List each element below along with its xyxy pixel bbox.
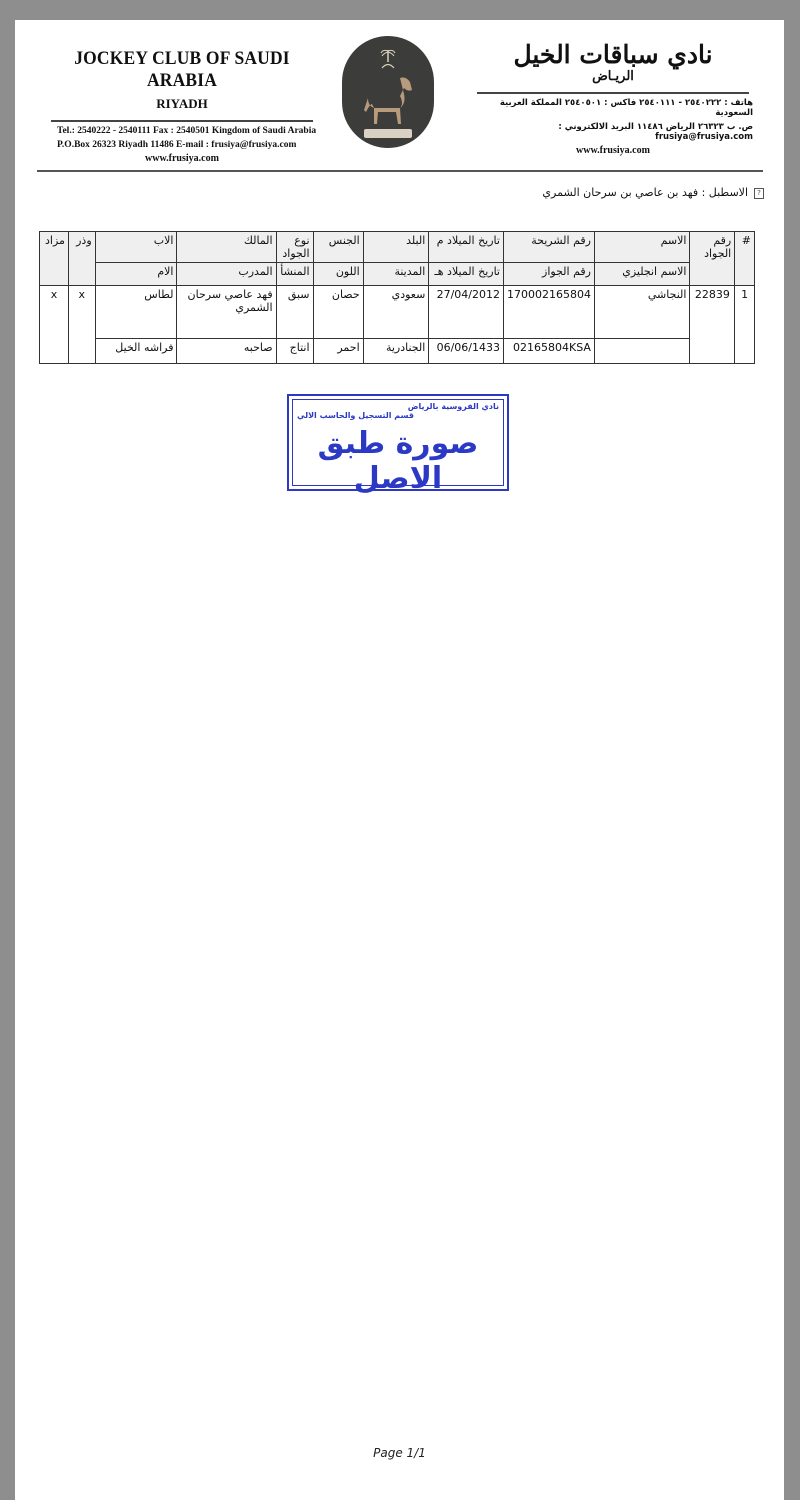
col-auction: مزاد: [40, 232, 69, 286]
col-origin: المنشأ: [276, 263, 313, 286]
contact-line-en-1: Tel.: 2540222 - 2540111 Fax : 2540501 Kingdom of Saudi Arabia: [57, 126, 317, 136]
cell-weight: x: [68, 286, 95, 364]
divider: [51, 120, 313, 122]
table-header-row: [40, 263, 755, 286]
stable-line: [542, 186, 764, 199]
col-num: #: [735, 232, 755, 286]
col-horse-no: رقم الجواد: [690, 232, 735, 286]
certified-copy-stamp: [287, 394, 509, 496]
club-logo: [342, 36, 434, 148]
col-passport: رقم الجواز: [503, 263, 594, 286]
cell-num: 1: [735, 286, 755, 364]
cell-father: لطاس: [95, 286, 177, 339]
stamp-header: [297, 402, 499, 420]
col-father: الاب: [95, 232, 177, 263]
col-birth-h: تاريخ الميلاد هـ: [429, 263, 504, 286]
palm-swords-icon: [380, 48, 396, 70]
cell-trainer: صاحبه: [177, 339, 276, 364]
website-ar: www.frusiya.com: [576, 145, 650, 156]
cell-chip: 170002165804: [503, 286, 594, 339]
stable-text: الاسطبل : فهد بن عاصي بن سرحان الشمري: [542, 186, 748, 199]
cell-origin: انتاج: [276, 339, 313, 364]
letterhead-arabic: [463, 26, 763, 156]
col-weight: وذر: [68, 232, 95, 286]
col-trainer: المدرب: [177, 263, 276, 286]
cell-horse-type: سبق: [276, 286, 313, 339]
cell-color: احمر: [313, 339, 363, 364]
cell-city: الجنادرية: [363, 339, 429, 364]
cell-country: سعودي: [363, 286, 429, 339]
document-page: [15, 20, 784, 1500]
website-en: www.frusiya.com: [145, 153, 219, 164]
table-header-row: [40, 232, 755, 263]
checkbox-icon: ?: [754, 188, 764, 199]
org-name-en: JOCKEY CLUB OF SAUDI ARABIA: [74, 48, 290, 91]
logo-year-plate: [364, 129, 412, 138]
cell-horse-no: 22839: [690, 286, 735, 364]
col-en-name: الاسم انجليزي: [594, 263, 689, 286]
table-row: [40, 339, 755, 364]
horse-icon: [360, 74, 418, 130]
contact-line-ar-1: هاتف : ٢٥٤٠٢٢٢ - ٢٥٤٠١١١ فاكس : ٢٥٤٠٥٠١ المملكة العربية السعودية: [499, 98, 753, 118]
col-mother: الام: [95, 263, 177, 286]
letterhead-english: [37, 26, 327, 164]
col-name: الاسم: [594, 232, 689, 263]
page-number: Page 1/1: [373, 1446, 426, 1460]
cell-auction: x: [40, 286, 69, 364]
stamp-text: صورة طبق الاصل: [317, 426, 479, 496]
cell-owner: فهد عاصي سرحان الشمري: [177, 286, 276, 339]
letterhead: [37, 26, 763, 176]
divider: [477, 92, 749, 94]
cell-gender: حصان: [313, 286, 363, 339]
cell-name: النجاشي: [594, 286, 689, 339]
cell-birth-h: 06/06/1433: [429, 339, 504, 364]
contact-line-en-2: P.O.Box 26323 Riyadh 11486 E-mail : frusiya@frusiya.com: [57, 140, 297, 150]
city-ar: الريـاض: [592, 69, 634, 84]
table-row: [40, 286, 755, 339]
contact-line-ar-2: ص. ب ٢٦٣٢٣ الرياض ١١٤٨٦ البريد الالكتروني : frusiya@frusiya.com: [558, 122, 753, 142]
stamp-club-name: نادي الفروسية بالرياض: [407, 402, 499, 411]
col-owner: المالك: [177, 232, 276, 263]
col-horse-type: نوع الجواد: [276, 232, 313, 263]
city-en: RIYADH: [156, 96, 208, 111]
cell-birth-g: 27/04/2012: [429, 286, 504, 339]
col-birth-g: تاريخ الميلاد م: [429, 232, 504, 263]
cell-mother: فراشه الخيل: [95, 339, 177, 364]
cell-en-name: [594, 339, 689, 364]
org-name-ar: نادي سباقات الخيل: [513, 40, 713, 69]
cell-passport: 02165804KSA: [503, 339, 594, 364]
col-city: المدينة: [363, 263, 429, 286]
col-country: البلد: [363, 232, 429, 263]
col-color: اللون: [313, 263, 363, 286]
col-chip: رقم الشريحة: [503, 232, 594, 263]
col-gender: الجنس: [313, 232, 363, 263]
horse-table: [39, 231, 755, 364]
letterhead-bottom-rule: [37, 170, 763, 172]
stamp-department: قسم التسجيل والحاسب الالي: [297, 411, 414, 420]
